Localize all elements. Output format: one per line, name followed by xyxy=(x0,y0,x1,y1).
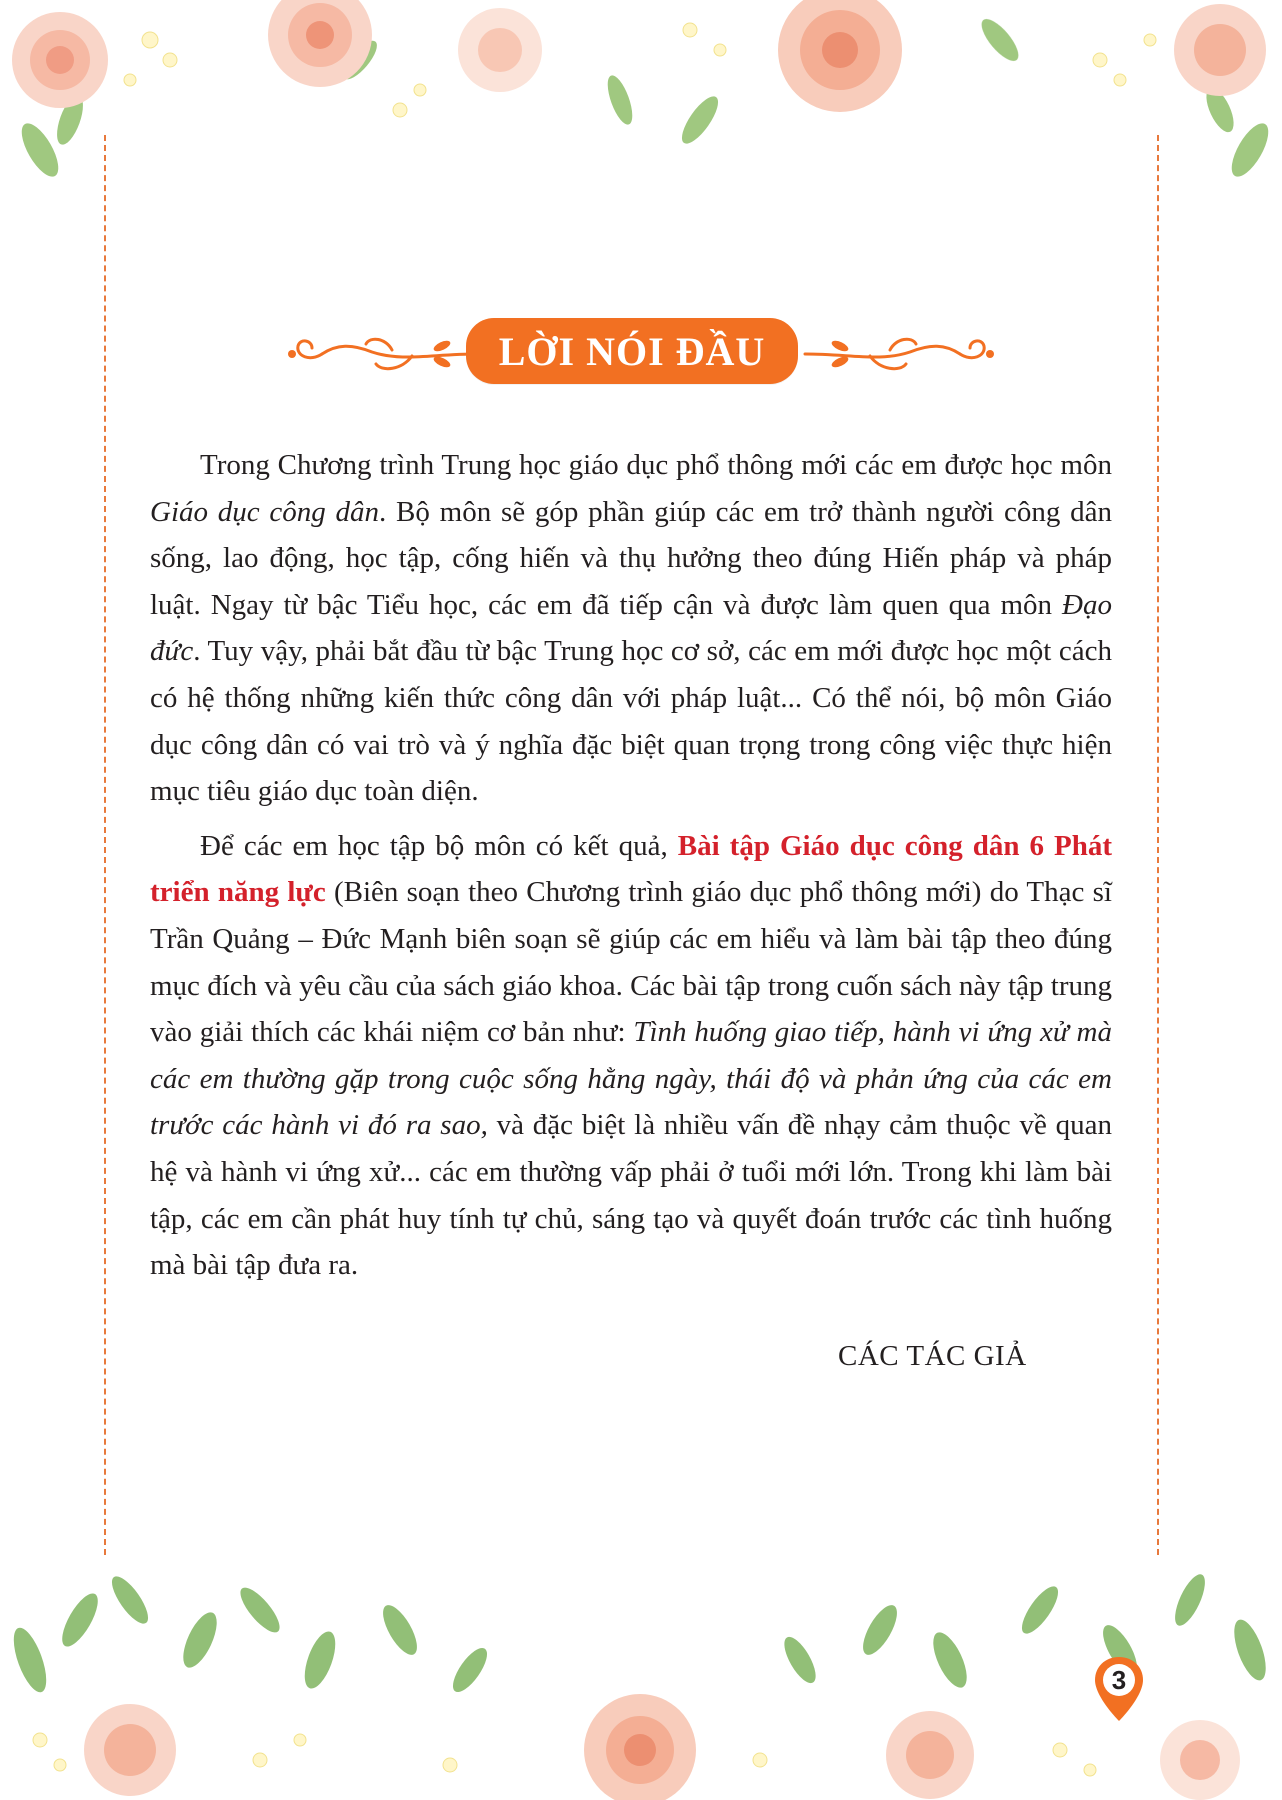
bottom-floral-decoration xyxy=(0,1540,1282,1800)
paragraph-1 xyxy=(150,442,1112,815)
page-title: LỜI NÓI ĐẦU xyxy=(498,328,766,374)
paragraph-text: và đặc biệt là nhiều vấn đề nhạy cảm thuộc về quan hệ và hành vi ứng xử... các em thường vấp phải ở tuổi mới lớn. Trong khi làm bài tập, các em cần phát huy tính tự chủ, sáng tạo và quyết đoán trước các tình huống mà bài tập đưa ra. xyxy=(150,1109,1112,1282)
italic-phrase: Tình huống giao tiếp, hành vi ứng xử mà các em thường gặp trong cuộc sống hằng ngày, thái độ và phản ứng của các em trước các hành vi đó ra sao, xyxy=(150,1016,1112,1142)
leaf-icon xyxy=(7,1570,1272,1697)
flourish-ornament-icon xyxy=(282,332,482,376)
preface-body xyxy=(150,442,1112,1297)
flourish-ornament-icon xyxy=(800,332,1000,376)
top-floral-decoration xyxy=(0,0,1282,200)
paragraph-text: (Biên soạn theo Chương trình giáo dục phổ thông mới) do Thạc sĩ Trần Quảng – Đức Mạnh biên soạn sẽ giúp các em hiểu và làm bài tập theo đúng mục đích và yêu cầu của sách giáo khoa. Các bài tập trong cuốn sách này tập trung vào giải thích các khái niệm cơ bản như: xyxy=(150,876,1112,1049)
subject-name: Giáo dục công dân xyxy=(150,495,380,528)
rose-flower-icon xyxy=(12,0,1266,112)
page-number: 3 xyxy=(1111,1665,1127,1695)
title-pill xyxy=(466,318,798,384)
author-signature: CÁC TÁC GIẢ xyxy=(838,1340,1027,1372)
paragraph-text: Để các em học tập bộ môn có kết quả, xyxy=(200,829,678,862)
paragraph-text: Trong Chương trình Trung học giáo dục phổ thông mới các em được học môn xyxy=(200,449,1112,481)
book-title: Bài tập Giáo dục công dân 6 Phát triển năng lực xyxy=(150,829,1113,909)
leaf-icon xyxy=(15,4,1276,182)
subject-name: Đạo đức xyxy=(150,588,1112,668)
paragraph-text: . Bộ môn sẽ góp phần giúp các em trở thành người công dân sống, lao động, học tập, cống hiến và thụ hưởng theo đúng Hiến pháp và pháp luật. Ngay từ bậc Tiểu học, các em đã tiếp cận và được làm quen qua môn xyxy=(150,495,1112,621)
title-banner xyxy=(0,318,1282,390)
paragraph-2 xyxy=(150,823,1112,1289)
paragraph-text: . Tuy vậy, phải bắt đầu từ bậc Trung học cơ sở, các em mới được học một cách có hệ thống những kiến thức công dân với pháp luật... Có thể nói, bộ môn Giáo dục công dân có vai trò và ý nghĩa đặc biệt quan trọng trong công việc thực hiện mục tiêu giáo dục toàn diện. xyxy=(150,635,1112,808)
